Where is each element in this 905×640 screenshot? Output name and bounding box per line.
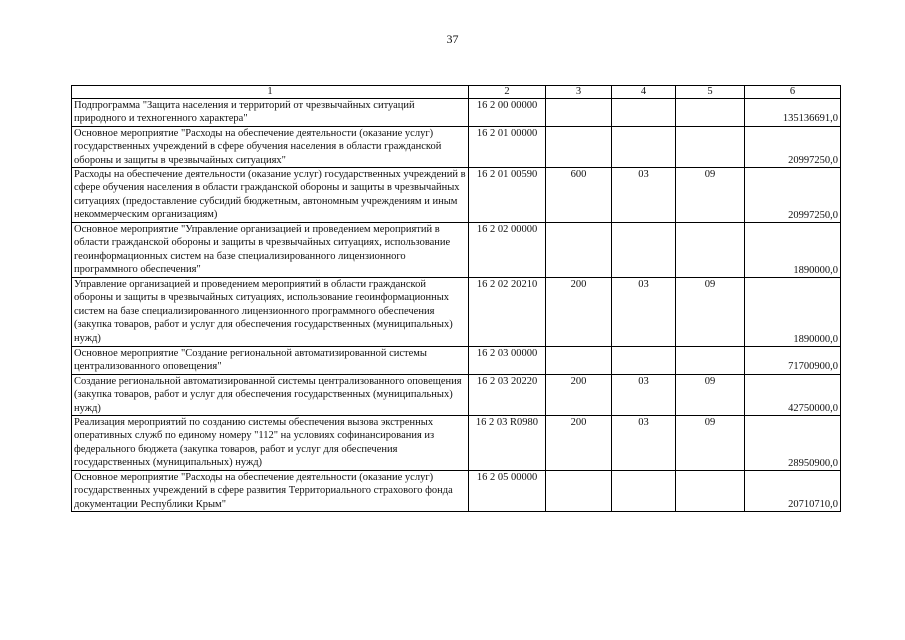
row-code: 16 2 01 00000 <box>469 126 546 167</box>
row-col5 <box>676 223 745 278</box>
row-col3 <box>546 99 612 127</box>
table-row <box>72 374 841 415</box>
row-amount: 20997250,0 <box>745 168 841 223</box>
table-header-row <box>72 86 841 99</box>
table-row <box>72 347 841 375</box>
column-header: 2 <box>469 86 546 99</box>
column-header: 6 <box>745 86 841 99</box>
row-description: Основное мероприятие "Расходы на обеспечение деятельности (оказание услуг) государственных учреждений в сфере развития Территориального страхового фонда документации Республики Крым" <box>72 471 469 512</box>
row-col4 <box>612 223 676 278</box>
table-row <box>72 168 841 223</box>
row-col5 <box>676 126 745 167</box>
row-col5: 09 <box>676 278 745 347</box>
row-code: 16 2 03 00000 <box>469 347 546 375</box>
row-col4 <box>612 99 676 127</box>
row-col4: 03 <box>612 416 676 471</box>
row-amount: 135136691,0 <box>745 99 841 127</box>
row-description: Основное мероприятие "Управление организацией и проведением мероприятий в области гражданской обороны и защиты в чрезвычайных ситуациях, использование геоинформационных систем на базе специализированного лицензионного программного обеспечения" <box>72 223 469 278</box>
row-col3 <box>546 471 612 512</box>
row-col4 <box>612 347 676 375</box>
row-col4: 03 <box>612 278 676 347</box>
row-code: 16 2 03 20220 <box>469 374 546 415</box>
row-col4: 03 <box>612 374 676 415</box>
table-row <box>72 99 841 127</box>
row-col5: 09 <box>676 374 745 415</box>
row-col4 <box>612 126 676 167</box>
column-header: 1 <box>72 86 469 99</box>
row-amount: 42750000,0 <box>745 374 841 415</box>
table-row <box>72 223 841 278</box>
row-code: 16 2 03 R0980 <box>469 416 546 471</box>
table-row <box>72 126 841 167</box>
table-row <box>72 278 841 347</box>
row-description: Создание региональной автоматизированной системы централизованного оповещения (закупка товаров, работ и услуг для обеспечения государственных (муниципальных) нужд) <box>72 374 469 415</box>
row-col3 <box>546 223 612 278</box>
row-col3: 200 <box>546 374 612 415</box>
row-amount: 1890000,0 <box>745 278 841 347</box>
row-col5 <box>676 347 745 375</box>
row-col5: 09 <box>676 416 745 471</box>
row-code: 16 2 01 00590 <box>469 168 546 223</box>
column-header: 3 <box>546 86 612 99</box>
row-amount: 20997250,0 <box>745 126 841 167</box>
row-code: 16 2 02 20210 <box>469 278 546 347</box>
row-col3 <box>546 126 612 167</box>
row-description: Расходы на обеспечение деятельности (оказание услуг) государственных учреждений в сфере обучения населения в области гражданской обороны и защиты в чрезвычайных ситуациях (предоставление субсидий бюджетным, автономным учреждениям и иным некоммерческим организациям) <box>72 168 469 223</box>
table-row <box>72 471 841 512</box>
row-code: 16 2 02 00000 <box>469 223 546 278</box>
column-header: 5 <box>676 86 745 99</box>
page-number: 37 <box>446 32 459 46</box>
row-description: Управление организацией и проведением мероприятий в области гражданской обороны и защиты в чрезвычайных ситуациях, использование геоинформационных систем на базе специализированного лицензионного программного обеспечения (закупка товаров, работ и услуг для обеспечения государственных (муниципальных) нужд) <box>72 278 469 347</box>
row-description: Подпрограмма "Защита населения и территорий от чрезвычайных ситуаций природного и техногенного характера" <box>72 99 469 127</box>
row-description: Основное мероприятие "Создание региональной автоматизированной системы централизованного оповещения" <box>72 347 469 375</box>
row-code: 16 2 00 00000 <box>469 99 546 127</box>
row-col5 <box>676 99 745 127</box>
row-code: 16 2 05 00000 <box>469 471 546 512</box>
row-amount: 1890000,0 <box>745 223 841 278</box>
row-amount: 28950900,0 <box>745 416 841 471</box>
row-col3: 600 <box>546 168 612 223</box>
row-col4 <box>612 471 676 512</box>
row-col5: 09 <box>676 168 745 223</box>
table-row <box>72 416 841 471</box>
row-amount: 20710710,0 <box>745 471 841 512</box>
row-col3: 200 <box>546 416 612 471</box>
row-description: Основное мероприятие "Расходы на обеспечение деятельности (оказание услуг) государственных учреждений в сфере обучения населения в области гражданской обороны и защиты в чрезвычайных ситуациях" <box>72 126 469 167</box>
row-col3 <box>546 347 612 375</box>
row-col3: 200 <box>546 278 612 347</box>
row-description: Реализация мероприятий по созданию системы обеспечения вызова экстренных оперативных служб по единому номеру "112" на условиях софинансирования из федерального бюджета (закупка товаров, работ и услуг для обеспечения государственных (муниципальных) нужд) <box>72 416 469 471</box>
budget-table <box>71 85 841 512</box>
row-amount: 71700900,0 <box>745 347 841 375</box>
column-header: 4 <box>612 86 676 99</box>
row-col5 <box>676 471 745 512</box>
row-col4: 03 <box>612 168 676 223</box>
